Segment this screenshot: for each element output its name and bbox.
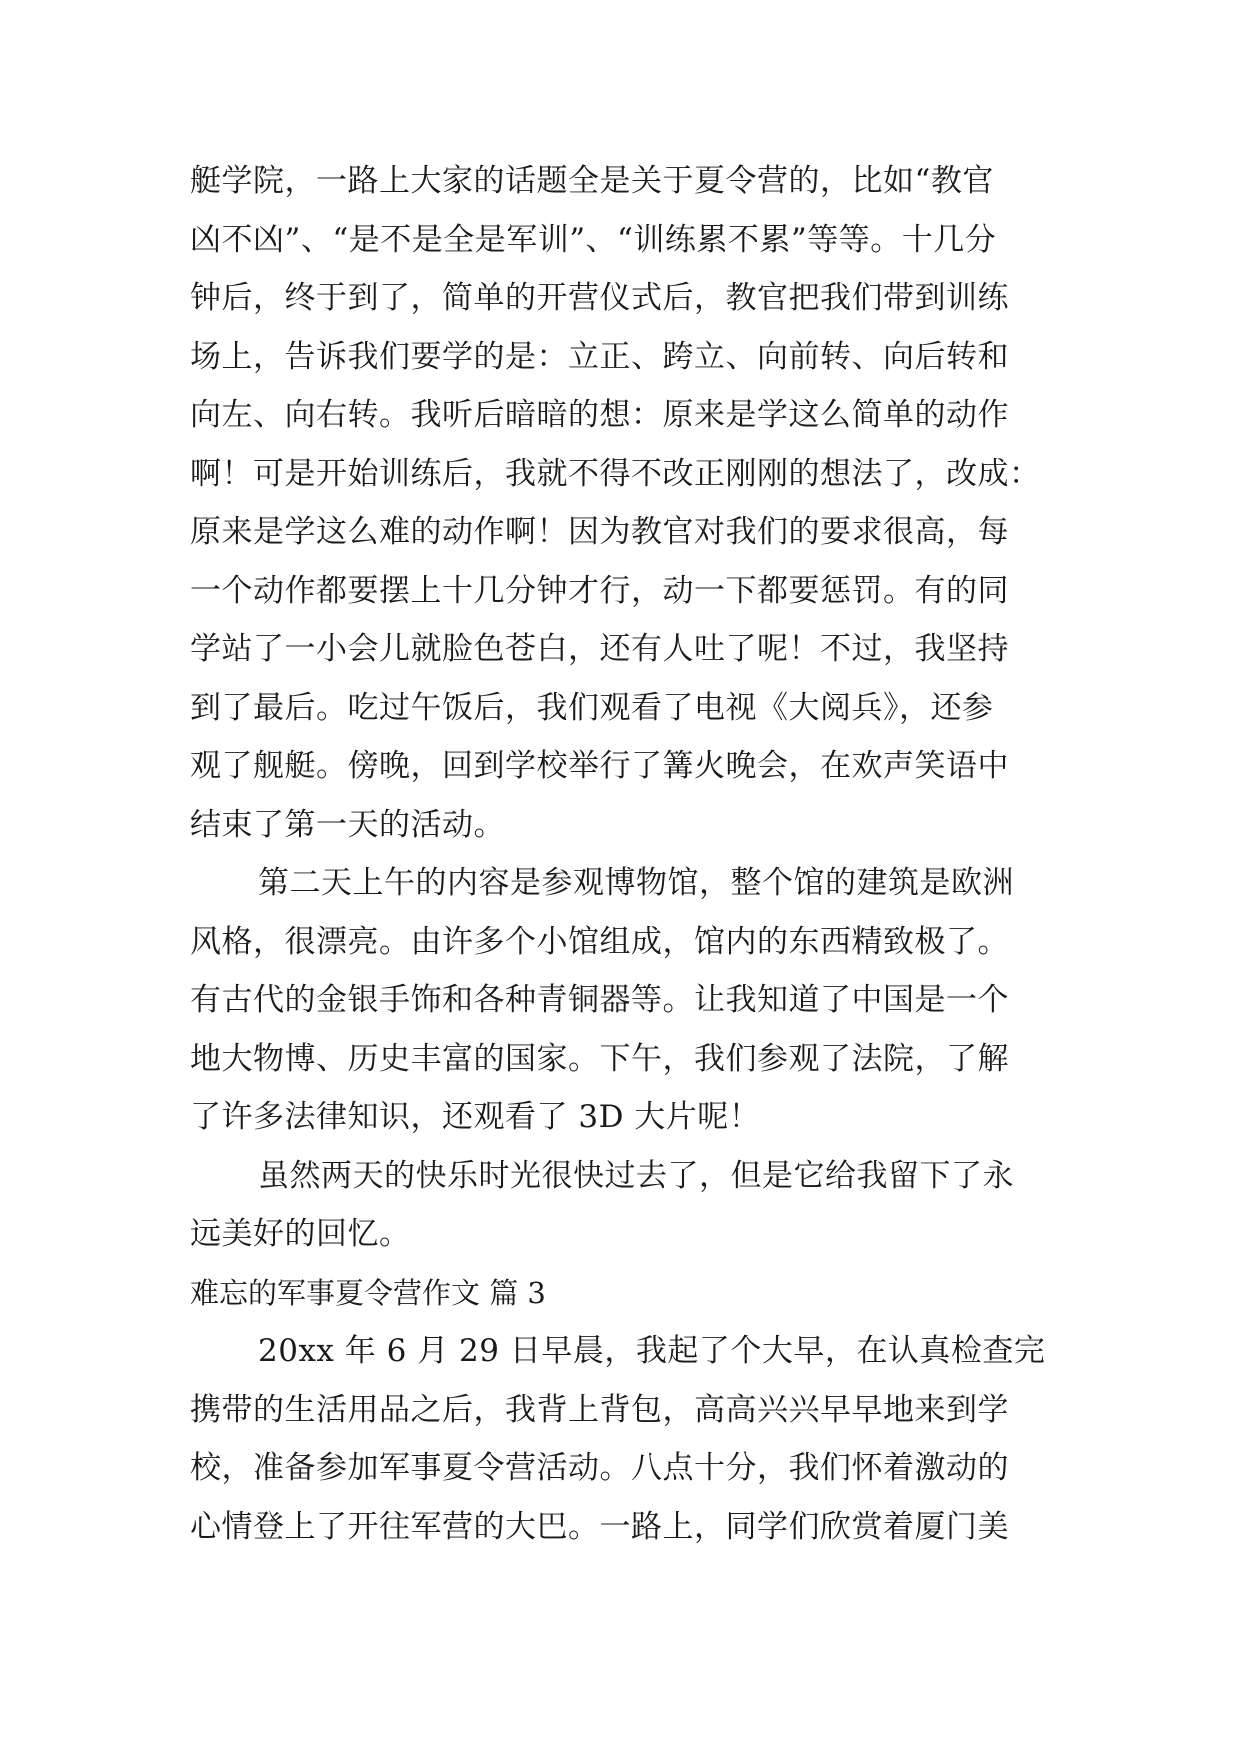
text-line: 携带的生活用品之后，我背上背包，高高兴兴早早地来到学 [190, 1391, 1009, 1428]
text-line: 啊！可是开始训练后，我就不得不改正刚刚的想法了，改成： [190, 455, 1041, 492]
text-line: 钟后，终于到了，简单的开营仪式后，教官把我们带到训练 [190, 280, 1009, 316]
section-heading: 难忘的军事夏令营作文 篇 3 [190, 1275, 546, 1310]
paragraph-start-line: 虽然两天的快乐时光很快过去了，但是它给我留下了永 [258, 1157, 1014, 1194]
text-line: 学站了一小会儿就脸色苍白，还有人吐了呢！不过，我坚持 [190, 631, 1009, 667]
text-line: 原来是学这么难的动作啊！因为教官对我们的要求很高，每 [190, 514, 1009, 550]
document-body [190, 152, 1050, 1556]
text-line: 场上，告诉我们要学的是：立正、跨立、向前转、向后转和 [190, 338, 1009, 375]
text-line: 一个动作都要摆上十几分钟才行，动一下都要惩罚。有的同 [190, 572, 1009, 609]
text-line: 结束了第一天的活动。 [190, 806, 505, 843]
text-line: 心情登上了开往军营的大巴。一路上，同学们欣赏着厦门美 [190, 1508, 1009, 1545]
text-line: 了许多法律知识，还观看了 3D 大片呢！ [190, 1099, 761, 1135]
paragraph-start-line: 第二天上午的内容是参观博物馆，整个馆的建筑是欧洲 [258, 865, 1014, 901]
text-line: 风格，很漂亮。由许多个小馆组成，馆内的东西精致极了。 [190, 923, 1009, 960]
text-line: 凶不凶”、“是不是全是军训”、“训练累不累”等等。十几分 [190, 221, 997, 258]
text-line: 有古代的金银手饰和各种青铜器等。让我知道了中国是一个 [190, 982, 1009, 1018]
text-line: 观了舰艇。傍晚，回到学校举行了篝火晚会，在欢声笑语中 [190, 748, 1009, 784]
text-line: 到了最后。吃过午饭后，我们观看了电视《大阅兵》，还参 [190, 689, 994, 726]
text-line: 远美好的回忆。 [190, 1216, 411, 1252]
text-line: 向左、向右转。我听后暗暗的想：原来是学这么简单的动作 [190, 397, 1009, 433]
paragraph-start-line: 20xx 年 6 月 29 日早晨，我起了个大早，在认真检查完 [258, 1333, 1046, 1369]
text-line: 艇学院，一路上大家的话题全是关于夏令营的，比如“教官 [190, 163, 994, 199]
text-line: 地大物博、历史丰富的国家。下午，我们参观了法院，了解 [190, 1040, 1009, 1077]
text-line: 校，准备参加军事夏令营活动。八点十分，我们怀着激动的 [190, 1450, 1009, 1486]
